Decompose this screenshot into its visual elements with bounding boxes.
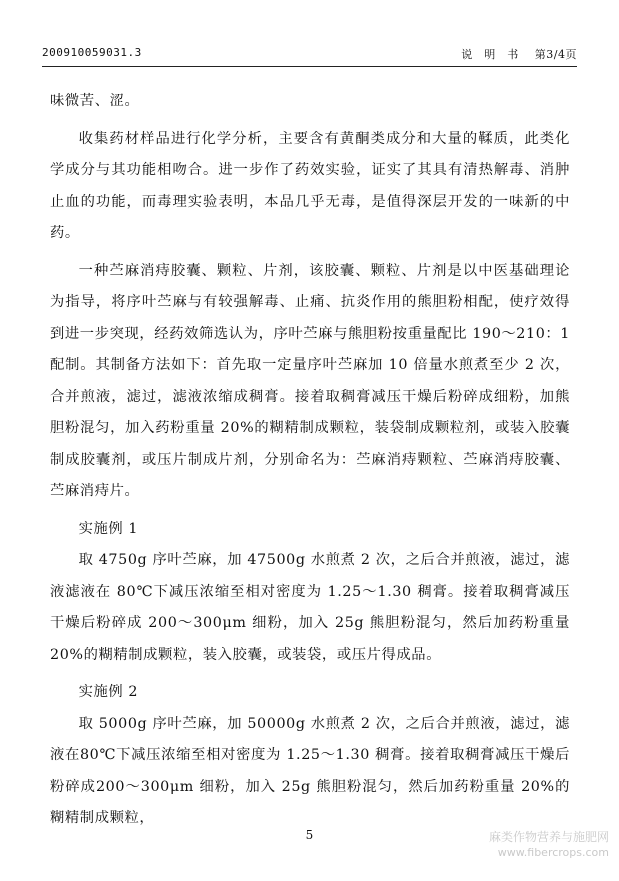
application-number: 200910059031.3 [42,46,142,59]
document-body [50,86,570,835]
header-rule [42,66,577,67]
page-info: 第3/4页 [534,48,577,61]
example-2-text: 取 5000g 序叶苎麻，加 50000g 水煎煮 2 次，之后合并煎液，滤过，滤液在80℃下减压浓缩至相对密度为 1.25～1.30 稠膏。接着取稠膏减压干燥后粉碎成200～300μm 细粉，加入 25g 熊胆粉混匀，然后加药粉重量 20%的糊精制成颗粒， [50,715,570,826]
watermark-url: www.fibercrops.com [497,846,609,859]
watermark-name: 麻类作物营养与施肥网 [488,830,609,844]
paragraph-invention: 一种苎麻消痔胶囊、颗粒、片剂，该胶囊、颗粒、片剂是以中医基础理论为指导，将序叶苎麻与有较强解毒、止痛、抗炎作用的熊胆粉相配，使疗效得到进一步突现，经药效筛选认为，序叶苎麻与熊胆粉按重量配比 190～210：1配制。其制备方法如下：首先取一定量序叶苎麻加 10 倍量水煎煮至少 2 次，合并煎液，滤过，滤液浓缩成稠膏。接着取稠膏减压干燥后粉碎成细粉，加熊胆粉混匀，加入药粉重量 20%的糊精制成颗粒，装袋制成颗粒剂，或装入胶囊制成胶囊剂，或压片制成片剂，分别命名为：苎麻消痔颗粒、苎麻消痔胶囊、苎麻消痔片。 [50,262,570,499]
header-right [461,46,577,62]
document-type: 说 明 书 [461,48,519,61]
page-number: 5 [305,828,314,842]
paragraph-analysis: 收集药材样品进行化学分析，主要含有黄酮类成分和大量的鞣质，此类化学成分与其功能相吻合。进一步作了药效实验，证实了其具有清热解毒、消肿止血的功能，而毒理实验表明，本品几乎无毒，是值得深层开发的一味新的中药。 [50,130,570,241]
example-1-text: 取 4750g 序叶苎麻，加 47500g 水煎煮 2 次，之后合并煎液，滤过，滤液滤液在 80℃下减压浓缩至相对密度为 1.25～1.30 稠膏。接着取稠膏减压干燥后粉碎成 200～300μm 细粉，加入 25g 熊胆粉混匀，然后加药粉重量 20%的糊精制成颗粒，装入胶囊，或装袋，或压片得成品。 [50,552,570,663]
example-1-heading: 实施例 1 [78,520,139,537]
watermark [489,829,609,861]
example-2-heading: 实施例 2 [78,684,139,700]
paragraph-taste: 味微苦、涩。 [50,93,140,109]
